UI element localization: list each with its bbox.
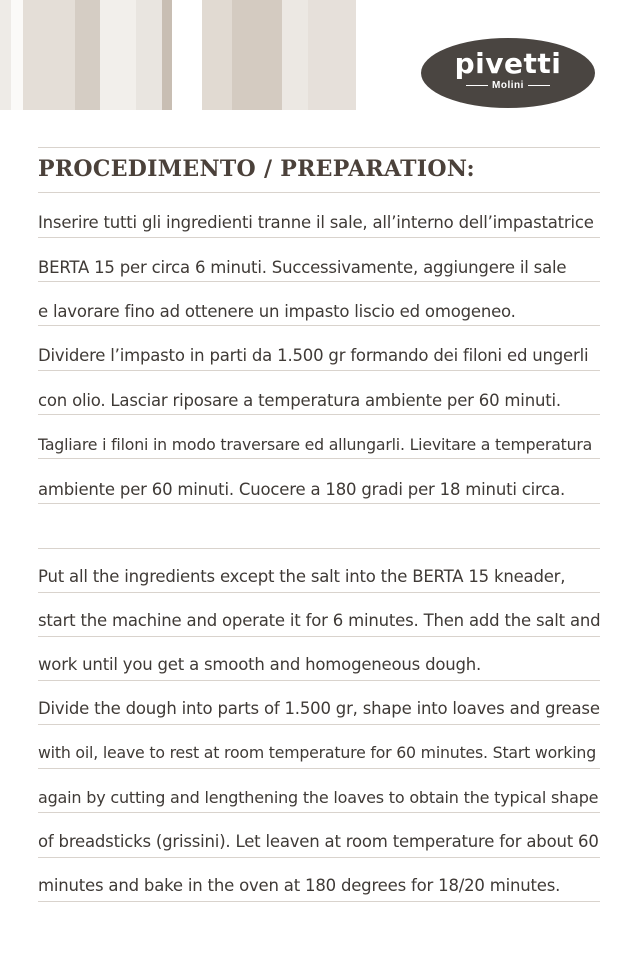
divider xyxy=(38,636,600,637)
stripe xyxy=(0,0,11,110)
english-line: minutes and bake in the oven at 180 degrees for 18/20 minutes. xyxy=(38,876,561,895)
italian-line: Dividere l’impasto in parti da 1.500 gr formando dei filoni ed ungerli xyxy=(38,346,589,365)
divider xyxy=(38,680,600,681)
decorative-stripes xyxy=(0,0,360,110)
english-line: Divide the dough into parts of 1.500 gr, shape into loaves and grease xyxy=(38,699,600,718)
stripe xyxy=(172,0,202,110)
italian-line: Tagliare i filoni in modo traversare ed allungarli. Lievitare a temperatura xyxy=(38,435,593,454)
english-line: Put all the ingredients except the salt into the BERTA 15 kneader, xyxy=(38,567,566,586)
divider xyxy=(38,281,600,282)
divider xyxy=(38,325,600,326)
divider xyxy=(38,857,600,858)
stripe xyxy=(308,0,356,110)
divider xyxy=(38,901,600,902)
italian-line: con olio. Lasciar riposare a temperatura ambiente per 60 minuti. xyxy=(38,391,561,410)
stripe xyxy=(11,0,23,110)
italian-line: ambiente per 60 minuti. Cuocere a 180 gradi per 18 minuti circa. xyxy=(38,480,566,499)
italian-line: e lavorare fino ad ottenere un impasto liscio ed omogeneo. xyxy=(38,302,516,321)
stripe xyxy=(162,0,172,110)
english-line: again by cutting and lengthening the loaves to obtain the typical shape xyxy=(38,788,599,807)
italian-line: BERTA 15 per circa 6 minuti. Successivamente, aggiungere il sale xyxy=(38,258,567,277)
divider xyxy=(38,724,600,725)
stripe xyxy=(23,0,75,110)
stripe xyxy=(75,0,100,110)
english-line: of breadsticks (grissini). Let leaven at room temperature for about 60 xyxy=(38,832,599,851)
divider xyxy=(38,768,600,769)
stripe xyxy=(232,0,282,110)
english-line: work until you get a smooth and homogeneous dough. xyxy=(38,655,482,674)
divider xyxy=(38,458,600,459)
divider xyxy=(38,192,600,193)
stripe xyxy=(136,0,162,110)
italian-line: Inserire tutti gli ingredienti tranne il sale, all’interno dell’impastatrice xyxy=(38,213,594,232)
stripe xyxy=(282,0,308,110)
divider xyxy=(38,237,600,238)
stripe xyxy=(202,0,232,110)
divider xyxy=(38,812,600,813)
stripe xyxy=(100,0,136,110)
divider xyxy=(38,503,600,504)
logo-sub: Molini xyxy=(421,80,595,92)
english-line: with oil, leave to rest at room temperature for 60 minutes. Start working xyxy=(38,743,596,762)
english-line: start the machine and operate it for 6 minutes. Then add the salt and xyxy=(38,611,601,630)
divider xyxy=(38,147,600,148)
section-title: PROCEDIMENTO / PREPARATION: xyxy=(38,156,475,182)
logo-name: pivetti xyxy=(454,47,562,80)
divider xyxy=(38,548,600,549)
pivetti-logo xyxy=(421,38,595,108)
divider xyxy=(38,370,600,371)
divider xyxy=(38,414,600,415)
divider xyxy=(38,592,600,593)
